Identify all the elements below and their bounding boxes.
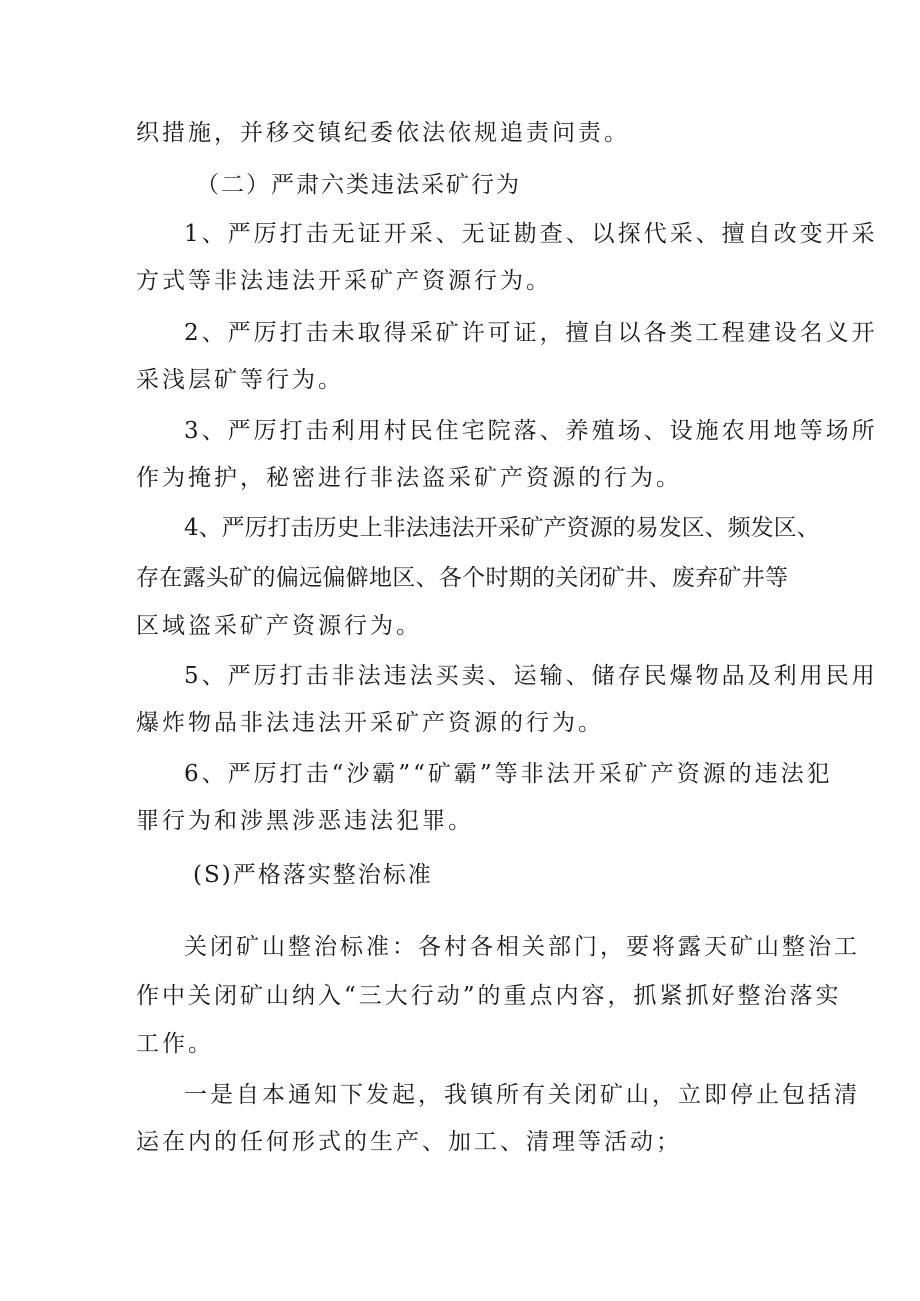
paragraph-line: 1、严厉打击无证开采、无证勘查、以探代采、擅自改变开采 [184,221,878,247]
paragraph-line: 关闭矿山整治标准：各村各相关部门，要将露天矿山整治工 [184,934,860,960]
paragraph-line: 工作。 [136,1031,214,1057]
paragraph-line: 5、严厉打击非法违法买卖、运输、储存民爆物品及利用民用 [184,663,878,689]
section-heading: (S)严格落实整治标准 [193,862,433,888]
paragraph-line: 2、严厉打击未取得采矿许可证，擅自以各类工程建设名义开 [184,320,878,346]
paragraph-line: 爆炸物品非法违法开采矿产资源的行为。 [136,710,604,736]
paragraph-line: 4、严厉打击历史上非法违法开采矿产资源的易发区、频发区、 [184,515,820,541]
paragraph-line: 运在内的任何形式的生产、加工、清理等活动； [136,1129,682,1155]
paragraph-line: 方式等非法违法开采矿产资源行为。 [136,268,552,294]
paragraph-line: 作中关闭矿山纳入“三大行动”的重点内容，抓紧抓好整治落实 [136,983,842,1009]
paragraph-line: 作为掩护，秘密进行非法盗采矿产资源的行为。 [136,465,682,491]
paragraph-line: 3、严厉打击利用村民住宅院落、养殖场、设施农用地等场所 [184,418,878,444]
paragraph-line: 6、严厉打击“沙霸”“矿霸”等非法开采矿产资源的违法犯 [184,761,833,787]
paragraph-line: 采浅层矿等行为。 [136,367,344,393]
section-heading: （二）严肃六类违法采矿行为 [196,172,521,198]
paragraph-line: 罪行为和涉黑涉恶违法犯罪。 [136,808,474,834]
paragraph-line: 存在露头矿的偏远偏僻地区、各个时期的关闭矿井、废弃矿井等 [136,565,788,591]
paragraph-line: 一是自本通知下发起，我镇所有关闭矿山，立即停止包括清 [184,1082,860,1108]
paragraph-line: 区域盗采矿产资源行为。 [136,613,422,639]
paragraph-line: 织措施，并移交镇纪委依法依规追责问责。 [136,120,630,146]
